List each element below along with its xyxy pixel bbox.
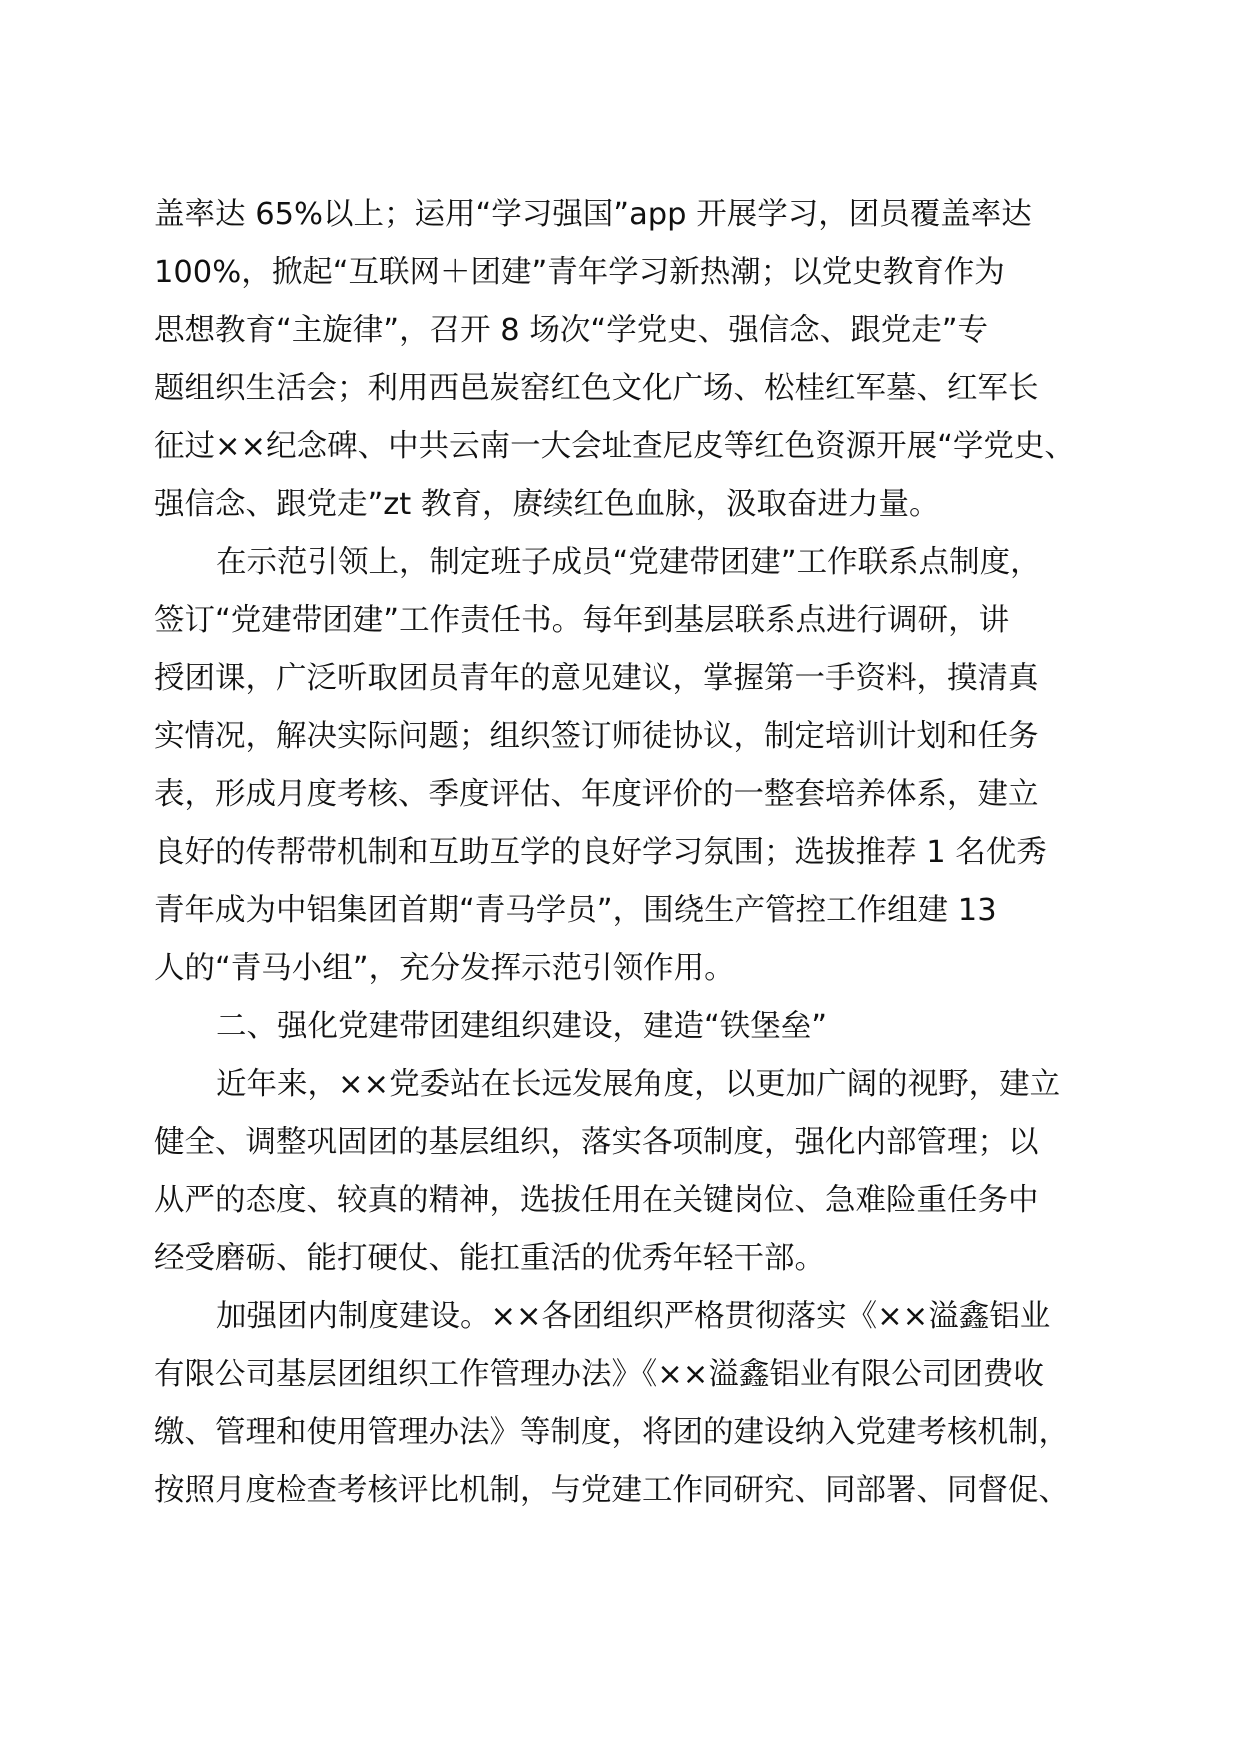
text-line: 人的“青马小组”，充分发挥示范引领作用。 [154,951,735,986]
text-line: 健全、调整巩固团的基层组织，落实各项制度，强化内部管理；以 [154,1125,1039,1160]
paragraph-first-line: 近年来，××党委站在长远发展角度，以更加广阔的视野，建立 [216,1067,1061,1102]
body-text [154,186,1088,1520]
text-line: 缴、管理和使用管理办法》等制度，将团的建设纳入党建考核机制， [154,1415,1069,1450]
text-line: 授团课，广泛听取团员青年的意见建议，掌握第一手资料，摸清真 [154,661,1039,696]
text-line: 从严的态度、较真的精神，选拔任用在关键岗位、急难险重任务中 [154,1183,1039,1218]
text-line: 思想教育“主旋律”，召开 8 场次“学党史、强信念、跟党走”专 [154,313,988,348]
text-line: 题组织生活会；利用西邑炭窑红色文化广场、松桂红军墓、红军长 [154,371,1039,406]
text-line: 100%，掀起“互联网＋团建”青年学习新热潮；以党史教育作为 [154,255,1005,290]
section-heading: 二、强化党建带团建组织建设，建造“铁堡垒” [216,1009,828,1044]
text-line: 按照月度检查考核评比机制，与党建工作同研究、同部署、同督促、 [154,1473,1069,1508]
text-line: 强信念、跟党走”zt 教育，赓续红色血脉，汲取奋进力量。 [154,487,940,522]
text-line: 表，形成月度考核、季度评估、年度评价的一整套培养体系，建立 [154,777,1039,812]
text-line: 有限公司基层团组织工作管理办法》《××溢鑫铝业有限公司团费收 [154,1357,1044,1392]
text-line: 盖率达 65%以上；运用“学习强国”app 开展学习，团员覆盖率达 [154,197,1032,232]
text-line: 征过××纪念碑、中共云南一大会址查尼皮等红色资源开展“学党史、 [154,429,1075,464]
text-line: 签订“党建带团建”工作责任书。每年到基层联系点进行调研，讲 [154,603,1010,638]
paragraph-first-line: 在示范引领上，制定班子成员“党建带团建”工作联系点制度， [216,545,1041,580]
text-line: 经受磨砺、能打硬仗、能扛重活的优秀年轻干部。 [154,1241,825,1276]
text-line: 良好的传帮带机制和互助互学的良好学习氛围；选拔推荐 1 名优秀 [154,835,1047,870]
text-line: 实情况，解决实际问题；组织签订师徒协议，制定培训计划和任务 [154,719,1039,754]
text-line: 青年成为中铝集团首期“青马学员”，围绕生产管控工作组建 13 [154,893,997,928]
paragraph-first-line: 加强团内制度建设。××各团组织严格贯彻落实《××溢鑫铝业 [216,1299,1051,1334]
